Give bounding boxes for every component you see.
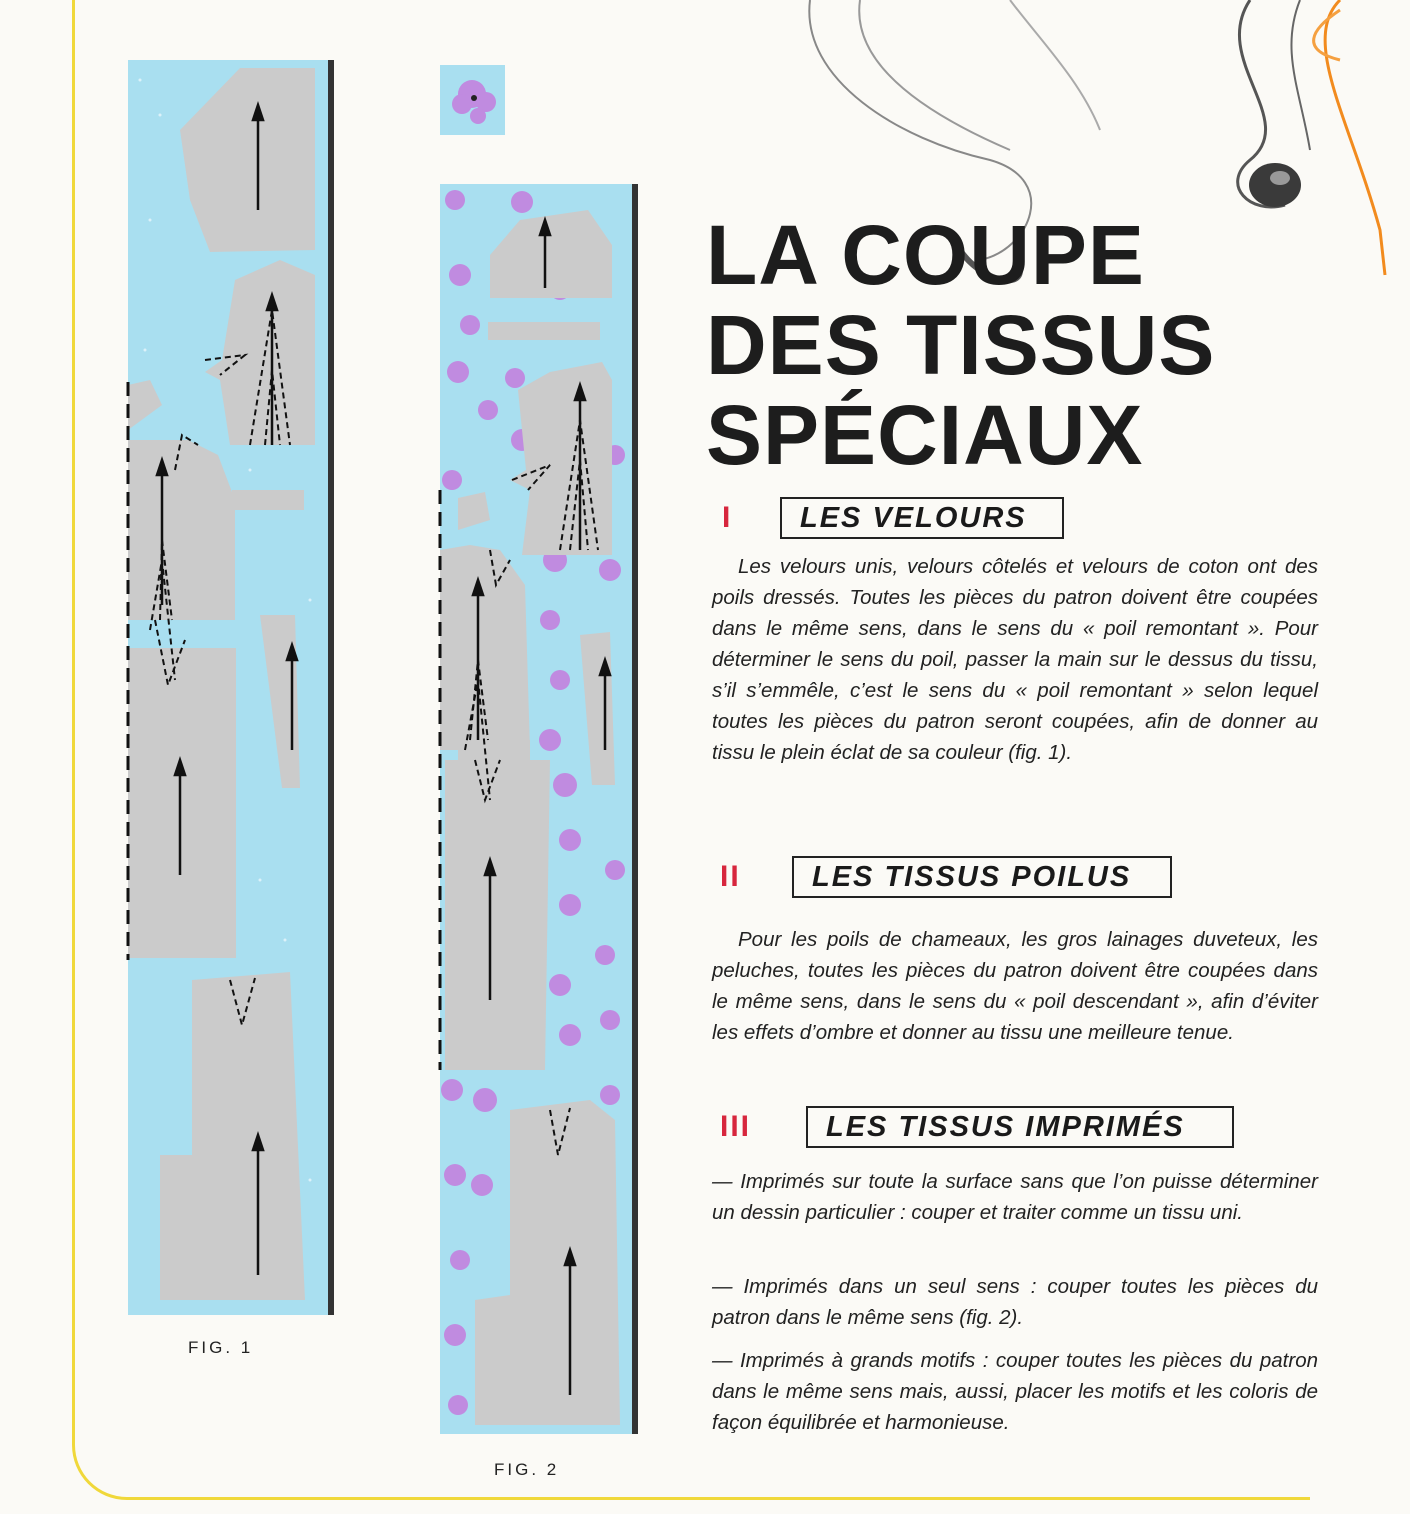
section-heading: LES VELOURS	[780, 497, 1064, 539]
title-line: DES TISSUS	[706, 298, 1216, 392]
section-1-paragraph: Les velours unis, velours côtelés et velours de coton ont des poils dressés. Toutes les pièces du patron doivent être coupées dans le même sens, dans le sens du « poil remontant ». Pour déterminer le sens du poil, passer la main sur le dessus du tissu, s’il s’emmêle, c’est le sens du « poil remontant » selon lequel toutes les pièces du patron seront coupées, afin de donner au tissu le plein éclat de sa couleur (fig. 1).	[712, 555, 1318, 764]
page-title	[706, 210, 1215, 480]
section-numeral: I	[722, 501, 733, 534]
section-3-paragraph: — Imprimés dans un seul sens : couper toutes les pièces du patron dans le même sens (fig. 2).	[712, 1275, 1318, 1329]
frame-border-corner	[72, 1420, 132, 1500]
figure-1-caption: FIG. 1	[188, 1338, 254, 1357]
section-heading: LES TISSUS POILUS	[792, 856, 1172, 898]
figure-2-caption: FIG. 2	[494, 1460, 560, 1479]
figure-2-diagram	[430, 60, 645, 1450]
figure-1-diagram	[110, 60, 345, 1320]
title-line: SPÉCIAUX	[706, 388, 1144, 482]
section-2-paragraph: Pour les poils de chameaux, les gros lainages duveteux, les peluches, toutes les pièces du patron doivent être coupées dans le même sens, dans le sens du « poil descendant », afin d’éviter les effets d’ombre et donner au tissu une meilleure tenue.	[712, 928, 1318, 1044]
frame-border-left	[72, 0, 75, 1430]
section-heading: LES TISSUS IMPRIMÉS	[806, 1106, 1234, 1148]
section-numeral: II	[720, 860, 741, 893]
section-3-paragraph: — Imprimés à grands motifs : couper toutes les pièces du patron dans le même sens mais, aussi, placer les motifs et les coloris de façon équilibrée et harmonieuse.	[712, 1349, 1318, 1434]
section-3-paragraph: — Imprimés sur toute la surface sans que l’on puisse déterminer un dessin particulier : couper et traiter comme un tissu uni.	[712, 1170, 1318, 1224]
section-numeral: III	[720, 1110, 752, 1143]
title-line: LA COUPE	[706, 208, 1145, 302]
frame-border-bottom	[130, 1497, 1310, 1500]
